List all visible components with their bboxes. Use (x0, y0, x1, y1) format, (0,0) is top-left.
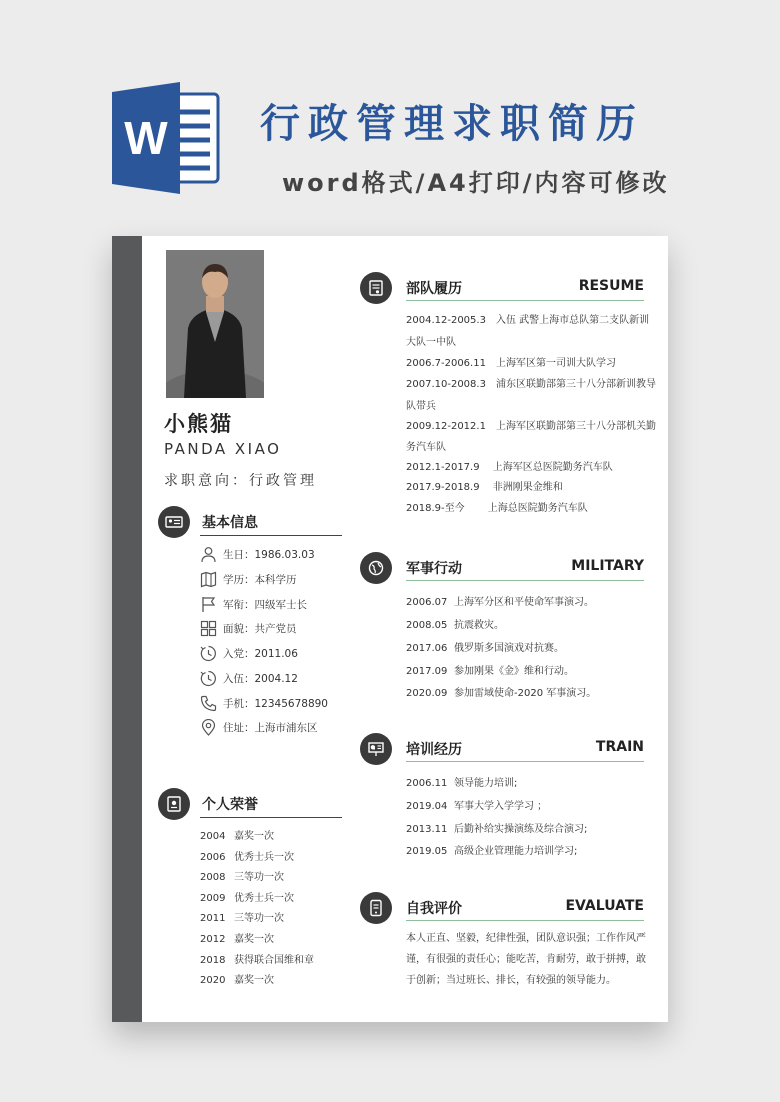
section-title-basic-info: 基本信息 (202, 515, 258, 531)
page-title: 行政管理求职简历 (260, 101, 644, 147)
person-icon (200, 546, 217, 563)
info-political: 面貌：共产党员 (200, 618, 297, 638)
info-education: 学历：本科学历 (200, 569, 297, 589)
resume-paper (112, 236, 668, 1022)
section-title-military-en: MILITARY (571, 558, 644, 574)
resume-line: 2004.12-2005.3 入伍 武警上海市总队第二支队新训 (406, 315, 650, 326)
resume-line: 大队一中队 (406, 337, 456, 348)
resume-line: 务汽车队 (406, 442, 446, 453)
flag-icon (200, 596, 217, 613)
profile-photo (166, 250, 264, 398)
map-icon (200, 571, 217, 588)
section-title-honors: 个人荣誉 (202, 797, 258, 813)
honor-item: 2011 三等功一次 (200, 913, 284, 924)
section-divider (406, 920, 644, 921)
section-title-evaluate-en: EVALUATE (565, 898, 644, 914)
section-divider (200, 817, 342, 818)
resume-line: 2012.1-2017.9 上海军区总医院勤务汽车队 (406, 462, 613, 473)
resume-line: 2017.9-2018.9 非洲刚果金维和 (406, 482, 563, 493)
tablet-icon (360, 892, 392, 924)
id-card-icon (158, 506, 190, 538)
military-item: 2017.09 参加刚果《金》维和行动。 (406, 666, 574, 677)
training-item: 2006.11 领导能力培训; (406, 778, 518, 789)
section-title-training-en: TRAIN (595, 739, 644, 755)
location-icon (200, 719, 217, 736)
honor-item: 2009 优秀士兵一次 (200, 893, 294, 904)
globe-icon (360, 552, 392, 584)
info-birthday: 生日：1986.03.03 (200, 544, 315, 564)
info-rank: 军衔：四级军士长 (200, 594, 307, 614)
honor-item: 2008 三等功一次 (200, 872, 284, 883)
resume-line: 2007.10-2008.3 浦东区联勤部第三十八分部新训教导 (406, 379, 656, 390)
info-phone: 手机：12345678890 (200, 693, 328, 713)
training-item: 2013.11 后勤补给实操演练及综合演习; (406, 824, 588, 835)
honor-item: 2018 获得联合国维和章 (200, 955, 314, 966)
grid-icon (200, 620, 217, 637)
candidate-name-en: PANDA XIAO (164, 440, 282, 458)
section-divider (406, 300, 644, 301)
section-divider (406, 580, 644, 581)
section-title-military: 军事行动 (406, 561, 462, 577)
word-logo-letter: W (124, 112, 168, 164)
military-item: 2017.06 俄罗斯多国演戏对抗赛。 (406, 643, 564, 654)
job-intent: 求职意向：行政管理 (164, 473, 317, 489)
military-item: 2006.07 上海军分区和平使命军事演习。 (406, 597, 594, 608)
section-divider (406, 761, 644, 762)
certificate-icon (158, 788, 190, 820)
document-icon (360, 272, 392, 304)
resume-line: 队带兵 (406, 401, 436, 412)
section-title-resume-en: RESUME (578, 278, 644, 294)
honor-item: 2006 优秀士兵一次 (200, 852, 294, 863)
military-item: 2020.09 参加雷域使命-2020 军事演习。 (406, 688, 597, 699)
word-logo-icon (112, 82, 224, 194)
honor-item: 2020 嘉奖一次 (200, 975, 274, 986)
section-title-training: 培训经历 (406, 742, 462, 758)
candidate-name: 小熊猫 (164, 412, 233, 436)
presentation-icon (360, 733, 392, 765)
section-divider (200, 535, 342, 536)
resume-line: 2006.7-2006.11 上海军区第一司训大队学习 (406, 358, 616, 369)
military-item: 2008.05 抗震救灾。 (406, 620, 504, 631)
clock-icon (200, 645, 217, 662)
phone-icon (200, 695, 217, 712)
section-title-evaluate: 自我评价 (406, 901, 462, 917)
resume-line: 2009.12-2012.1 上海军区联勤部第三十八分部机关勤 (406, 421, 656, 432)
resume-line: 2018.9-至今 上海总医院勤务汽车队 (406, 503, 588, 514)
info-address: 住址：上海市浦东区 (200, 717, 318, 737)
self-evaluation-text: 本人正直、坚毅，纪律性强，团队意识强；工作作风严谨，有很强的责任心；能吃苦，肯耐劳，敢于拼搏，敢于创新；当过班长、排长，有较强的领导能力。 (406, 933, 646, 986)
section-title-resume: 部队履历 (406, 281, 462, 297)
info-enlist-date: 入伍：2004.12 (200, 668, 298, 688)
clock-icon (200, 670, 217, 687)
info-party-date: 入党：2011.06 (200, 643, 298, 663)
training-item: 2019.05 高级企业管理能力培训学习; (406, 846, 578, 857)
honor-item: 2004 嘉奖一次 (200, 831, 274, 842)
training-item: 2019.04 军事大学入学学习 ； (406, 801, 548, 812)
sidebar-bar (112, 236, 142, 1022)
page-subtitle: word格式/A4打印/内容可修改 (282, 169, 670, 197)
honor-item: 2012 嘉奖一次 (200, 934, 274, 945)
